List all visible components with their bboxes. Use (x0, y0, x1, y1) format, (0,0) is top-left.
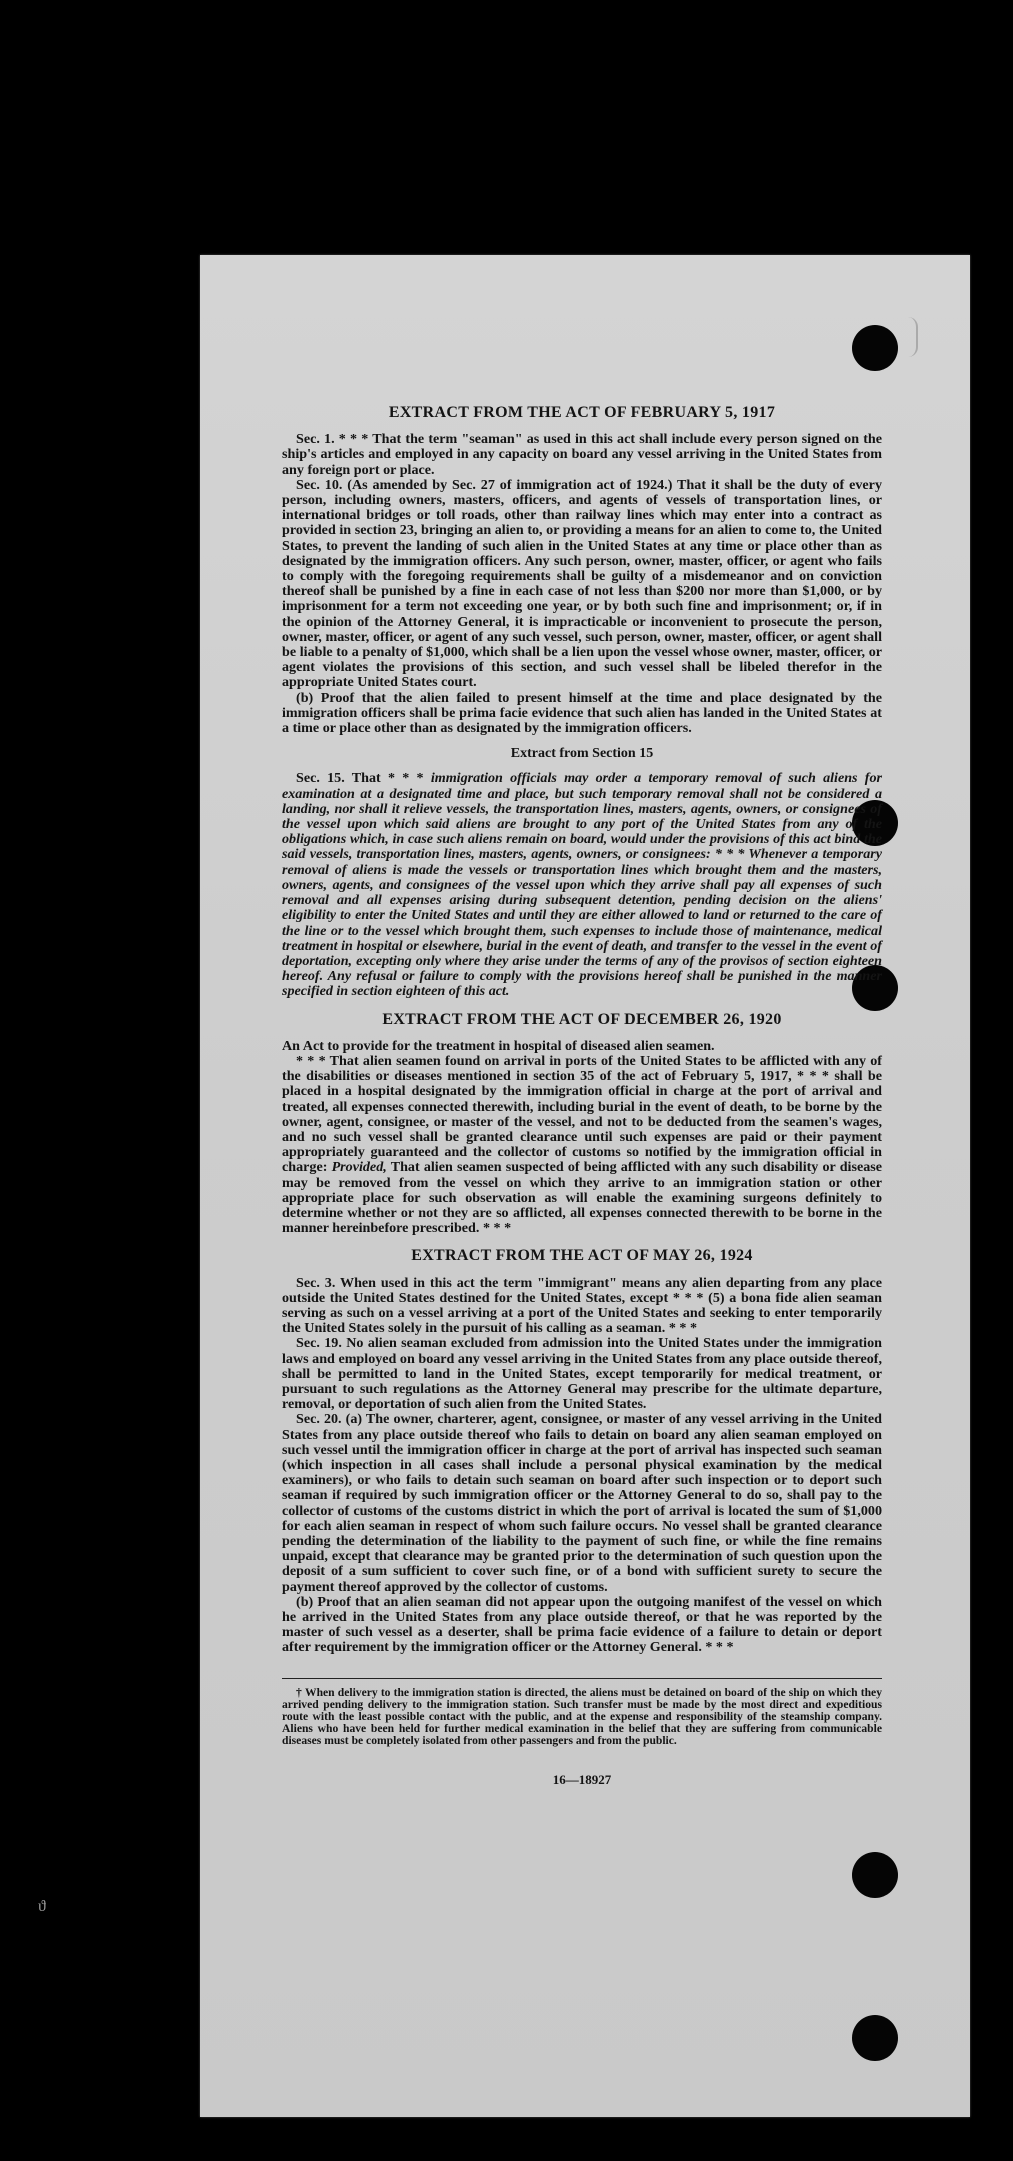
punch-hole-bottom (852, 2015, 898, 2061)
punch-hole-lower (852, 1852, 898, 1898)
heading-act-1917: EXTRACT FROM THE ACT OF FEBRUARY 5, 1917 (388, 404, 776, 421)
paragraph-sec-15 (282, 771, 882, 999)
heading-section-15: Extract from Section 15 (510, 746, 654, 762)
paragraph-sec-20a: Sec. 20. (a) The owner, charterer, agent, consignee, or master of any vessel arriving in the United States from any place outside thereof who fails to detain on board any alien seaman employed on such vessel until the immigration officer in charge at the port of arrival has inspected such seaman (which inspection in all cases shall include a personal physical examination by the medical examiners), or who fails to detain such seaman on board after such inspection or to deport such seaman if required by such immigration officer or the Attorney General to do so, shall pay to the collector of customs of the customs district in which the port of arrival is located the sum of $1,000 for each alien seaman in respect of whom such failure occurs. No vessel shall be granted clearance pending the determination of the liability to the payment of such fine, or while the fine remains unpaid, except that clearance may be granted prior to the determination of such question upon the deposit of a sum sufficient to cover such fine, or of a bond with sufficient surety to secure the payment thereof approved by the collector of customs. (282, 1411, 882, 1595)
document-page (200, 255, 970, 2117)
paper-clip-mark (900, 317, 918, 357)
document-body (282, 405, 882, 1787)
paragraph-sec-20b: (b) Proof that an alien seaman did not appear upon the outgoing manifest of the vessel on which he arrived in the United States from any place outside thereof, or that he was reported by the master of such vessel as a deserter, shall be prima facie evidence of a failure to detain or deport after requirement by the immigration officer or the Attorney General. * * * (282, 1593, 882, 1656)
paragraph-sec-1: Sec. 1. * * * That the term "seaman" as used in this act shall include every person signed on the ship's articles and employed in any capacity on board any vessel arriving in the United States from any foreign port or place. (282, 431, 882, 478)
paragraph-sec-19: Sec. 19. No alien seaman excluded from admission into the United States under the immigration laws and employed on board any vessel arriving in the United States from any place outside thereof, shall be permitted to land in the United States, except temporarily for medical treatment, or pursuant to such regulations as the Attorney General may prescribe for the ultimate departure, removal, or deportation of such alien from the United States. (282, 1335, 882, 1413)
heading-act-1924: EXTRACT FROM THE ACT OF MAY 26, 1924 (411, 1247, 753, 1265)
text-1920-b: That alien seamen suspected of being afflicted with any such disability or disease may be removed from the vessel on which they arrive to an immigration station or other appropriate place for such observation as will enable the examining surgeons definitely to determine whether or not they are so afflicted, all expenses connected therewith to be borne in the manner hereinbefore prescribed. * * * (282, 1159, 883, 1237)
scan-smudge: ϑ (38, 1898, 46, 1915)
sec-15-text: immigration officials may order a temporary removal of such aliens for examination at a designated time and place, but such temporary removal shall not be considered a landing, nor shall it relieve vessels, the transportation lines, masters, agents, owners, or consignees of the vessel upon which said aliens are brought to any port of the United States from any of the obligations which, in case such aliens remain on board, would under the provisions of this act bind the said vessels, transportation lines, masters, agents, owners, or consignees: * * * Whenever a temporary removal of aliens is made the vessels or transportation lines which brought them and the masters, owners, agents, and consignees of the vessel upon which they arrive shall pay all expenses of such removal and all expenses arising during subsequent detention, pending decision on the aliens' eligibility to enter the United States and until they are either allowed to land or returned to the care of the line or to the vessel which brought them, such expenses to include those of maintenance, medical treatment in hospital or elsewhere, burial in the event of death, and transfer to the vessel in the event of deportation, excepting only where they arise under the terms of any of the provisos of section eighteen hereof. Any refusal or failure to comply with the provisions hereof shall be punished in the manner specified in section eighteen of this act. (282, 770, 882, 1000)
paragraph-1920-title: An Act to provide for the treatment in hospital of diseased alien seamen. (282, 1037, 715, 1054)
sec-15-lead: Sec. 15. That * * * (296, 770, 424, 787)
heading-act-1920: EXTRACT FROM THE ACT OF DECEMBER 26, 1920 (382, 1010, 782, 1028)
paragraph-sec-3: Sec. 3. When used in this act the term "immigrant" means any alien departing from any place outside the United States destined for the United States, except * * * (5) a bona fide alien seaman serving as such on a vessel arriving at a port of the United States and seeking to enter temporarily the United States solely in the pursuit of his calling as a seaman. * * * (282, 1274, 882, 1337)
paragraph-sec-10: Sec. 10. (As amended by Sec. 27 of immigration act of 1924.) That it shall be the duty of every person, including owners, masters, officers, and agents of vessels of transportation lines, or international bridges or toll roads, other than railway lines which may enter into a contract as provided in section 23, bringing an alien to, or providing a means for an alien to come to, the United States, to prevent the landing of such alien in the United States at any time or place other than as designated by the immigration officers. Any such person, owner, master, officer, or agent who fails to comply with the foregoing requirements shall be guilty of a misdemeanor and on conviction thereof shall be punished by a fine in each case of not less than $200 nor more than $1,000, or by imprisonment for a term not exceeding one year, or by both such fine and imprisonment; or, if in the opinion of the Attorney General, it is impracticable or inconvenient to prosecute the person, owner, master, officer, or agent of any such vessel, such person, owner, master, officer, or agent shall be liable to a penalty of $1,000, which shall be a lien upon the vessel whose owner, master, officer, or agent violates the provisions of this section, and such vessel shall be libeled therefor in the appropriate United States court. (282, 476, 882, 691)
text-1920-provided: Provided, (331, 1159, 387, 1176)
footnote-divider (282, 1678, 882, 1679)
punch-hole-top (852, 325, 898, 371)
paragraph-sec-10b: (b) Proof that the alien failed to present himself at the time and place designated by the immigration officers shall be prima facie evidence that such alien has landed in the United States at a time or place other than as designated by the immigration officers. (282, 689, 882, 737)
footnote: † When delivery to the immigration station is directed, the aliens must be detained on board of the ship on which they arrived pending delivery to the immigration station. Such transfer must be made by the most direct and expeditious route with the least possible contact with the public, and at the expense and responsibility of the steamship company. Aliens who have been held for further medical examination in the belief that they are suffering from communicable diseases must be completely isolated from other passengers and from the public. (282, 1685, 882, 1748)
text-1920-a: * * * That alien seamen found on arrival in ports of the United States to be afflicted with any of the disabilities or diseases mentioned in section 35 of the act of February 5, 1917, * * * shall be placed in a hospital designated by the immigration official in charge at the port of arrival and treated, all expenses connected therewith, including burial in the event of death, to be borne by the owner, agent, consignee, or master of the vessel, and not to be deducted from the seamen's wages, and no such vessel shall be granted clearance until such expenses are paid or their payment appropriately guaranteed and the collector of customs so notified by the immigration official in charge: (282, 1052, 882, 1176)
form-number: 16—18927 (552, 1771, 612, 1787)
paragraph-1920-body (282, 1054, 882, 1236)
